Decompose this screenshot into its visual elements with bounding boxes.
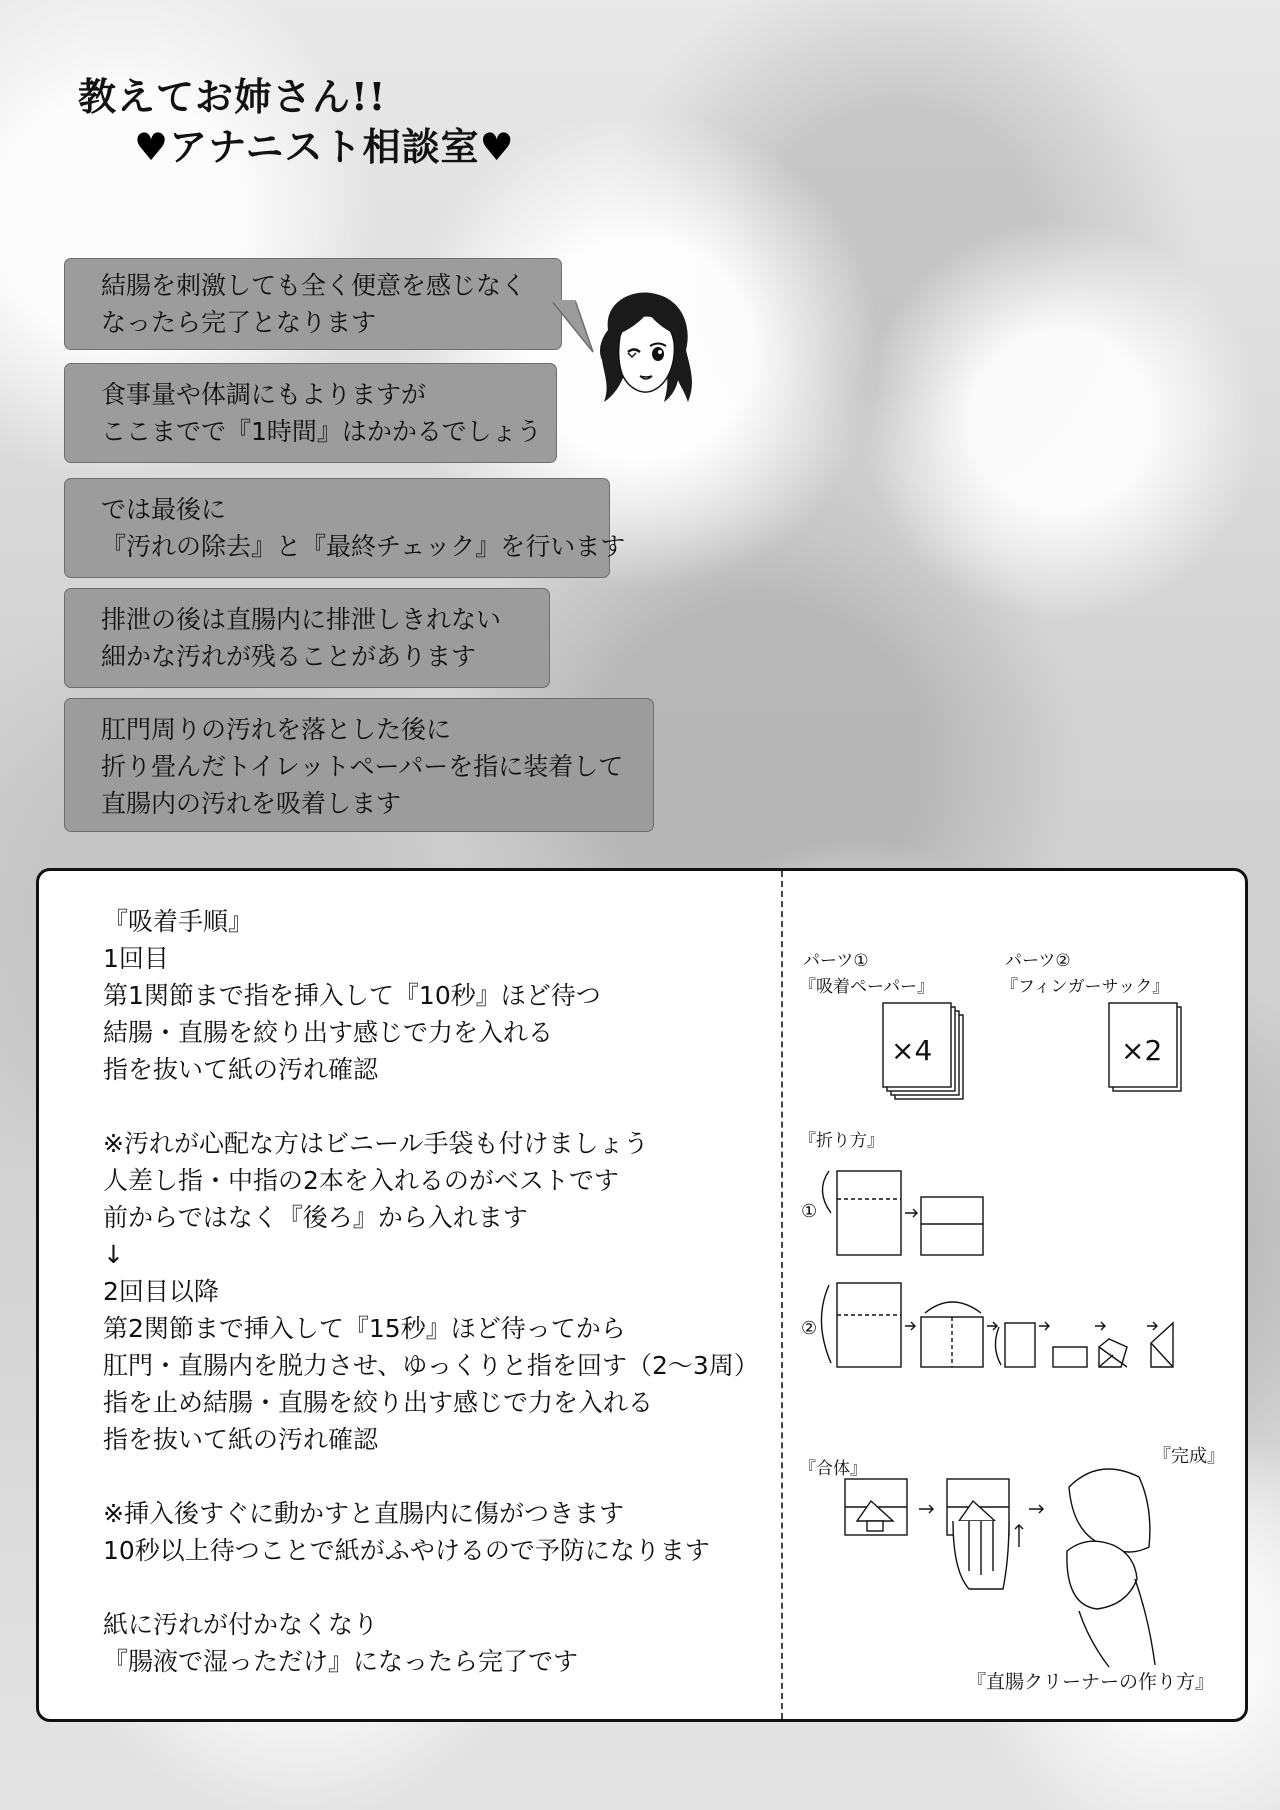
fold-step2-diagram — [821, 1283, 1173, 1367]
part1-count: ×4 — [891, 1034, 933, 1067]
combine-label: 『合体』 — [799, 1459, 867, 1479]
step-line: 2回目以降 — [103, 1277, 219, 1306]
part1-name: 『吸着ペーパー』 — [799, 977, 935, 997]
diagram-caption: 『直腸クリーナーの作り方』 — [967, 1671, 1215, 1693]
step-line: 10秒以上待つことで紙がふやけるので予防になります — [103, 1536, 710, 1565]
part2-count: ×2 — [1121, 1034, 1163, 1067]
step-line: 人差し指・中指の2本を入れるのがベストです — [103, 1166, 619, 1195]
title-line1: 教えてお姉さん!! — [78, 74, 387, 119]
bubble-text: 細かな汚れが残ることがあります — [101, 642, 477, 671]
bubble-text: 折り畳んだトイレットペーパーを指に装着して — [101, 752, 624, 781]
step-line: ※汚れが心配な方はビニール手袋も付けましょう — [103, 1129, 649, 1158]
step-line: 肛門・直腸内を脱力させ、ゆっくりと指を回す（2～3周） — [103, 1351, 759, 1380]
step-line: 前からではなく『後ろ』から入れます — [103, 1203, 528, 1232]
step-line: 指を抜いて紙の汚れ確認 — [103, 1055, 379, 1084]
complete-label: 『完成』 — [1153, 1446, 1225, 1467]
instructions-panel — [36, 868, 1248, 1722]
heart-icon: ♥ — [134, 124, 170, 169]
page-title — [78, 72, 515, 172]
bubble-text: 肛門周りの汚れを落とした後に — [101, 715, 452, 744]
speech-bubble — [64, 698, 654, 832]
bubble-text: 食事量や体調にもよりますが — [101, 380, 427, 409]
step-line: 『腸液で湿っただけ』になったら完了です — [103, 1647, 579, 1676]
steps-heading: 『吸着手順』 — [103, 907, 254, 936]
fold-step1-diagram — [822, 1171, 983, 1255]
step-line: 1回目 — [103, 944, 169, 973]
step-line: 結腸・直腸を絞り出す感じで力を入れる — [103, 1018, 554, 1047]
step-line: 紙に汚れが付かなくなり — [103, 1610, 379, 1639]
bubble-text: 結腸を刺激しても全く便意を感じなく — [101, 271, 527, 300]
part2-name: 『フィンガーサック』 — [1001, 977, 1170, 997]
part2-label: パーツ② — [1005, 951, 1071, 971]
combine-diagram — [845, 1469, 1155, 1667]
fold-step2-label: ② — [801, 1318, 818, 1339]
step-line: 指を抜いて紙の汚れ確認 — [103, 1425, 379, 1454]
fold-title: 『折り方』 — [799, 1131, 884, 1151]
title-line2-text: アナニスト相談室 — [169, 124, 480, 169]
character-face-illustration — [590, 290, 700, 420]
step-line: 第2関節まで挿入して『15秒』ほど待ってから — [103, 1314, 626, 1343]
step-line: ※挿入後すぐに動かすと直腸内に傷がつきます — [103, 1499, 624, 1528]
part1-label: パーツ① — [803, 951, 869, 971]
bubble-text: ここまでで『1時間』はかかるでしょう — [101, 417, 542, 446]
speech-bubble — [64, 258, 562, 350]
arrow-down-icon: ↓ — [103, 1240, 124, 1269]
bubble-text: なったら完了となります — [101, 308, 377, 337]
step-line: 第1関節まで指を挿入して『10秒』ほど待つ — [103, 981, 601, 1010]
fold-step1-label: ① — [801, 1201, 818, 1222]
heart-icon: ♥ — [479, 124, 515, 169]
speech-bubble — [64, 478, 626, 578]
bubble-text: では最後に — [101, 495, 227, 524]
rectal-cleaner-diagram — [39, 871, 1245, 1719]
bubble-text: 『汚れの除去』と『最終チェック』を行います — [101, 532, 626, 561]
speech-bubble — [64, 363, 557, 463]
bubble-text: 排泄の後は直腸内に排泄しきれない — [101, 605, 502, 634]
bubble-text: 直腸内の汚れを吸着します — [101, 789, 402, 818]
title-line2 — [78, 122, 515, 172]
speech-bubble — [64, 588, 550, 688]
step-line: 指を止め結腸・直腸を絞り出す感じで力を入れる — [103, 1388, 654, 1417]
